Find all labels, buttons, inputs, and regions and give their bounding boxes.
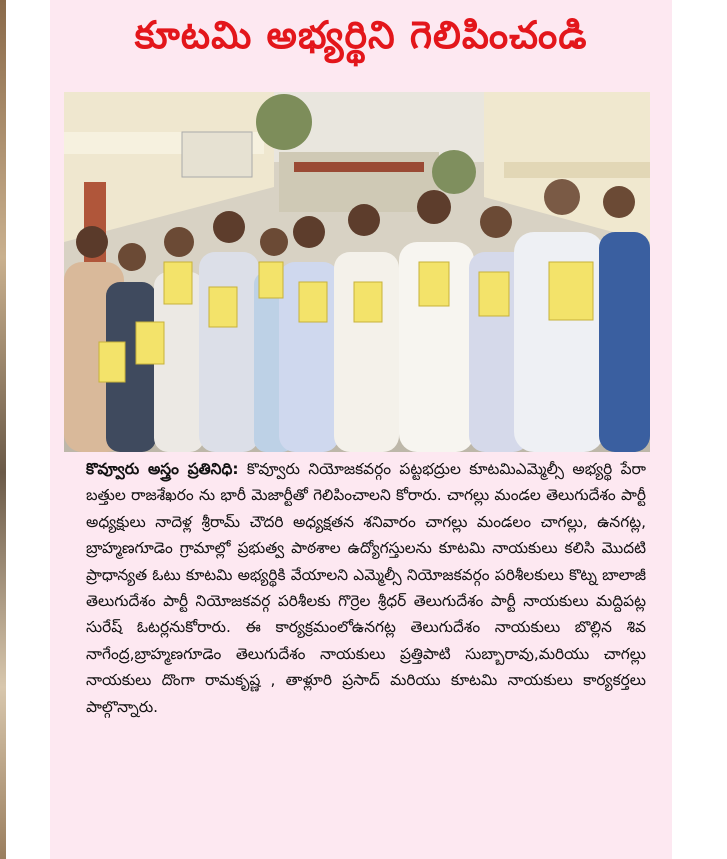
- article-headline: కూటమి అభ్యర్థిని గెలిపించండి: [134, 13, 588, 57]
- article-photo: [64, 92, 650, 452]
- article-text: కొవ్వూరు నియోజకవర్గం పట్టభద్రుల కూటమిఎమ్మెల్సీ అభ్యర్థి పేరా బత్తుల రాజశేఖరం ను భారీ మెజార్టీతో గెలిపించాలని కోరారు. చాగల్లు మండల తెలుగుదేశం పార్టీ అధ్యక్షులు నాదెళ్ల శ్రీరామ్ చౌదరి అధ్యక్షతన శనివారం చాగల్లు మండలం చాగల్లు, ఉనగట్ల, బ్రాహ్మణగూడెం గ్రామాల్లో ప్రభుత్వ పాఠశాల ఉద్యోగస్తులను కూటమి నాయకులు కలిసి మొదటి ప్రాధాన్యత ఓటు కూటమి అభ్యర్థికి వేయాలని ఎమ్మెల్సీ నియోజకవర్గం పరిశీలకులు కొట్న బాలాజీ తెలుగుదేశం పార్టీ నియోజకవర్గ పరిశీలకు గొర్రెల శ్రీధర్ తెలుగుదేశం పార్టీ నాయకులు మద్దిపట్ల సురేష్ ఓటర్లనుకోరారు. ఈ కార్యక్రమంలోఉనగట్ల తెలుగుదేశం నాయకులు బొల్లిన శివ నాగేంద్ర,బ్రాహ్మణగూడెం తెలుగుదేశం నాయకులు ప్రత్తిపాటి సుబ్బారావు,మరియు చాగల్లు నాయకులు దొంగా రామకృష్ణ , తాళ్లూరి ప్రసాద్ మరియు కూటమి నాయకులు కార్యకర్తలు పాల్గొన్నారు.: [86, 460, 646, 716]
- page-margin: [721, 0, 727, 859]
- article-byline: కొవ్వూరు అస్త్రం ప్రతినిధి:: [86, 460, 239, 478]
- adjacent-clipping-edge: [0, 0, 6, 859]
- article-body: [86, 456, 646, 720]
- news-article: [50, 0, 672, 859]
